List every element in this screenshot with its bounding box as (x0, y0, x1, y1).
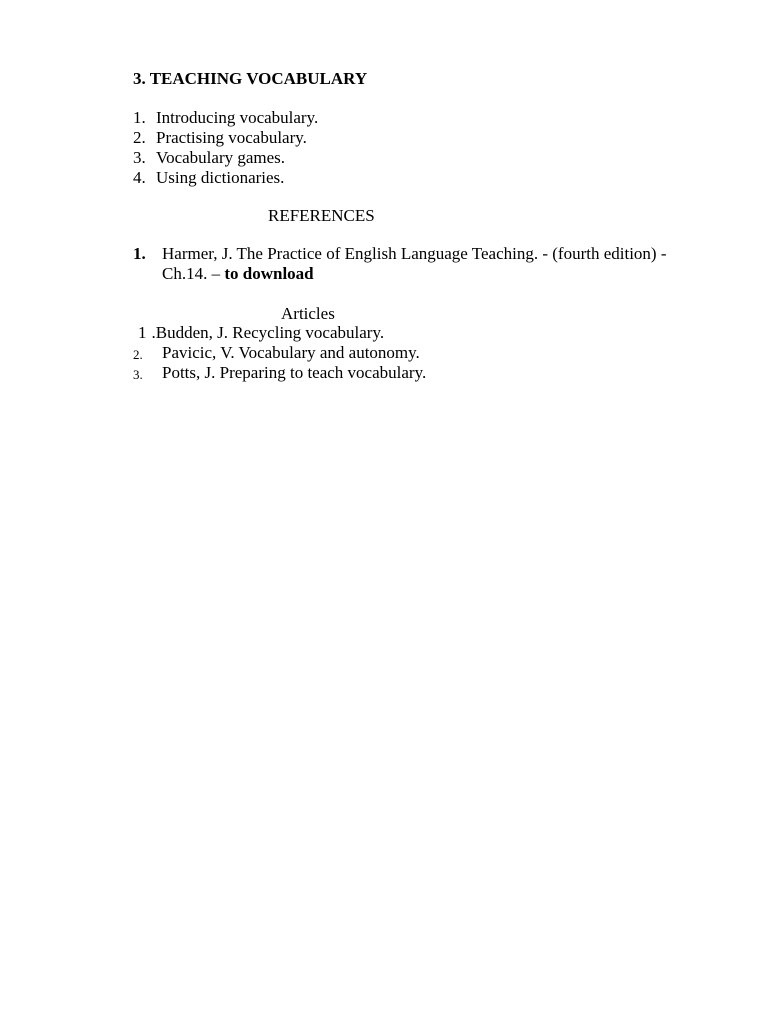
article-item (133, 323, 384, 343)
article-item (133, 343, 420, 363)
reference-item (133, 244, 713, 284)
article-item (133, 363, 427, 383)
reference-text (162, 244, 713, 284)
article-number: 2. (133, 347, 143, 362)
article-text: .Budden, J. Recycling vocabulary. (151, 323, 385, 342)
article-text: Potts, J. Preparing to teach vocabulary. (162, 363, 427, 382)
article-number: 1 (138, 323, 147, 342)
topic-item (133, 148, 318, 168)
articles-list (133, 323, 427, 383)
topic-number: 3. (133, 148, 146, 167)
reference-chapter: Ch.14. – (162, 264, 225, 283)
reference-number: 1. (133, 244, 146, 263)
topic-list (133, 108, 318, 188)
topic-item (133, 108, 318, 128)
article-text: Pavicic, V. Vocabulary and autonomy. (162, 343, 420, 362)
topic-number: 2. (133, 128, 146, 147)
topic-number: 4. (133, 168, 146, 187)
reference-line-1: Harmer, J. The Practice of English Language Teaching. - (fourth edition) - (162, 244, 667, 263)
topic-text: Introducing vocabulary. (156, 108, 319, 127)
topic-number: 1. (133, 108, 146, 127)
references-heading: REFERENCES (268, 206, 375, 225)
articles-heading: Articles (281, 304, 335, 323)
topic-text: Vocabulary games. (156, 148, 286, 167)
download-link[interactable]: to download (224, 264, 314, 283)
article-number: 3. (133, 367, 143, 382)
topic-text: Using dictionaries. (156, 168, 285, 187)
section-title: 3. TEACHING VOCABULARY (133, 69, 368, 88)
topic-text: Practising vocabulary. (156, 128, 307, 147)
topic-item (133, 168, 318, 188)
reference-line-2 (162, 264, 713, 284)
topic-item (133, 128, 318, 148)
